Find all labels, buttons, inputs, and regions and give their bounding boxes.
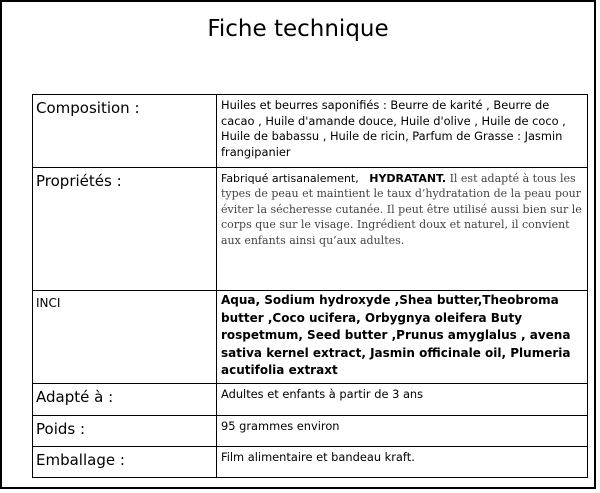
row-proprietes	[33, 168, 588, 291]
inci-value: Aqua, Sodium hydroxyde ,Shea butter,Theobroma butter ,Coco ucifera, Orbygnya oleifera Buty rospetmum, Seed butter ,Prunus amyglalus , avena sativa kernel extract, Jasmin officinale oil, Plumeria acutifolia extraxt	[221, 293, 571, 378]
proprietes-text-intro: Fabriqué artisanalement,	[221, 172, 359, 185]
page-title: Fiche technique	[207, 16, 389, 42]
row-inci	[33, 291, 588, 384]
proprietes-label: Propriétés :	[36, 172, 122, 190]
row-emballage	[33, 447, 588, 478]
row-adapte	[33, 384, 588, 416]
row-composition	[33, 95, 588, 168]
hydratant-emphasis: HYDRATANT.	[369, 172, 447, 185]
proprietes-text-body: Il est adapté à tous les types de peau et maintient le taux d’hydratation de la peau pour éviter la sécheresse cutanée. Il peut être utilisé aussi bien sur le corps que sur le visage. Ingrédient doux et naturel, il convient aux enfants ainsi qu’aux adultes.	[221, 172, 582, 247]
adapte-value: Adultes et enfants à partir de 3 ans	[221, 387, 424, 401]
row-poids	[33, 416, 588, 447]
spec-table	[32, 94, 588, 478]
emballage-value: Film alimentaire et bandeau kraft.	[221, 450, 415, 464]
adapte-label: Adapté à :	[36, 388, 114, 406]
inci-label: INCI	[36, 296, 61, 310]
emballage-label: Emballage :	[36, 451, 125, 469]
poids-label: Poids :	[36, 420, 86, 438]
composition-label: Composition :	[36, 99, 140, 117]
poids-value: 95 grammes environ	[221, 419, 340, 433]
proprietes-value	[217, 168, 587, 248]
composition-value: Huiles et beurres saponifiés : Beurre de karité , Beurre de cacao , Huile d'amande douce, Huile d'olive , Huile de coco , Huile de babassu , Huile de ricin, Parfum de Grasse : Jasmin frangipanier	[221, 98, 566, 159]
